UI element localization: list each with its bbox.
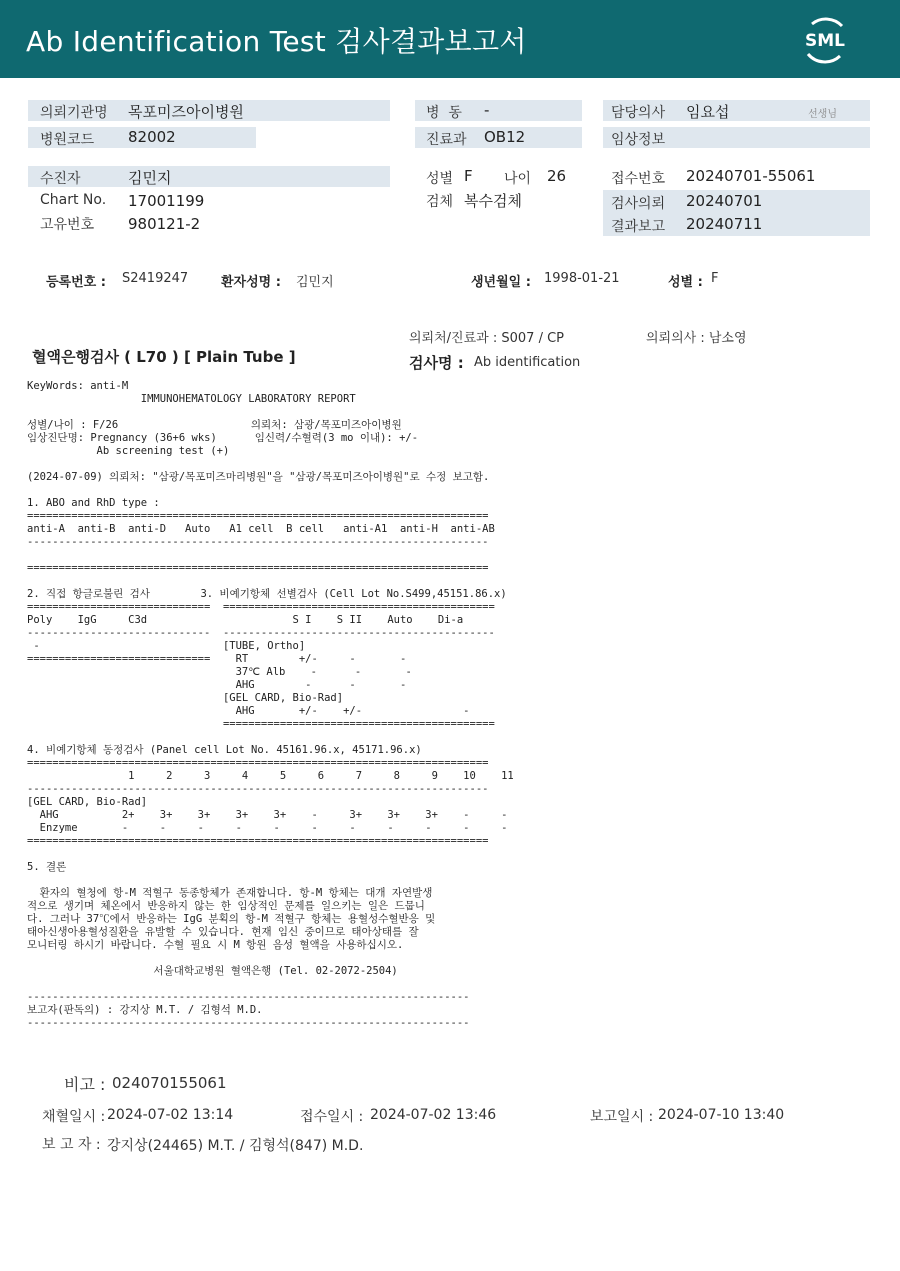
report-line <box>27 874 587 887</box>
report-line: ------------------------------------------------------------------------- <box>27 783 489 795</box>
report-line: ============================= =========================================== <box>27 601 495 613</box>
name-label: 환자성명 : <box>221 275 281 290</box>
test-title: 혈액은행검사 ( L70 ) [ Plain Tube ] <box>32 348 296 366</box>
report-line: ========================================================================= <box>27 510 489 522</box>
report-line: anti-A anti-B anti-D Auto A1 cell B cell anti-A1 anti-H anti-AB <box>27 523 495 535</box>
specimen-value: 복수검체 <box>464 192 522 210</box>
id-label: 고유번호 <box>40 217 95 233</box>
code-label: 병원코드 <box>40 132 95 148</box>
report-line <box>27 484 587 497</box>
report-line: 태아신생아용혈성질환을 유발할 수 있습니다. 현재 임신 중이므로 태아상태를 잘 <box>27 926 419 938</box>
report-time-value: 2024-07-10 13:40 <box>658 1107 785 1123</box>
reporter-value: 강지상(24465) M.T. / 김형석(847) M.D. <box>107 1138 364 1154</box>
report-line: 4. 비예기항체 동정검사 (Panel cell Lot No. 45161.96.x, 45171.96.x) <box>27 744 422 756</box>
report-line <box>27 406 587 419</box>
report-line: 1 2 3 4 5 6 7 8 9 10 11 <box>27 770 514 782</box>
report-line: =========================================== <box>27 718 495 730</box>
request-label: 검사의뢰 <box>611 196 666 212</box>
report-line: [GEL CARD, Bio-Rad] <box>27 796 148 808</box>
receive-value: 2024-07-02 13:46 <box>370 1107 497 1123</box>
report-line: ========================================================================= <box>27 835 489 847</box>
report-line: ========================================================================= <box>27 562 489 574</box>
sex-value: F <box>464 167 473 185</box>
report-line <box>27 549 587 562</box>
reporter-label: 보 고 자 : <box>42 1137 101 1153</box>
report-line: IMMUNOHEMATOLOGY LABORATORY REPORT <box>27 393 356 405</box>
report-line: Ab screening test (+) <box>27 445 230 457</box>
reg-sex-value: F <box>711 271 719 286</box>
report-line: 적으로 생기며 체온에서 반응하지 않는 한 임상적인 문제를 일으키는 일은 드뭅니 <box>27 900 425 912</box>
dept-label: 진료과 <box>426 132 467 148</box>
report-line: 환자의 혈청에 항-M 적혈구 동종항체가 존재합니다. 항-M 항체는 대개 자연발생 <box>27 887 433 899</box>
reg-value: S2419247 <box>122 271 189 286</box>
collect-label: 채혈일시 : <box>42 1109 106 1125</box>
report-line: ---------------------------------------------------------------------- <box>27 1017 470 1029</box>
report-line <box>27 952 587 965</box>
report-line <box>27 458 587 471</box>
receipt-value: 20240701-55061 <box>686 167 816 185</box>
reg-label: 등록번호 : <box>46 275 106 290</box>
report-line: ---------------------------------------------------------------------- <box>27 991 470 1003</box>
hospital-value: 목포미즈아이병원 <box>128 103 244 121</box>
sml-logo <box>800 14 850 64</box>
report-header <box>0 0 900 78</box>
report-time-label: 보고일시 : <box>590 1109 654 1125</box>
chart-value: 17001199 <box>128 192 205 210</box>
age-value: 26 <box>547 167 567 185</box>
report-line <box>27 731 587 744</box>
sex-label: 성별 <box>426 171 454 187</box>
report-line: ------------------------------------------------------------------------- <box>27 536 489 548</box>
ward-label: 병 동 <box>426 105 462 121</box>
report-line: AHG +/- +/- - <box>27 705 470 717</box>
doctor-label: 담당의사 <box>611 105 666 121</box>
id-value: 980121-2 <box>128 215 201 233</box>
dob-value: 1998-01-21 <box>544 271 620 286</box>
report-line: (2024-07-09) 의뢰처: "삼광/목포미즈마리병원"을 "삼광/목포미즈아이병원"로 수정 보고함. <box>27 471 490 483</box>
dept-value: OB12 <box>484 128 526 146</box>
report-line: 5. 결론 <box>27 861 67 873</box>
request-value: 20240701 <box>686 192 763 210</box>
age-label: 나이 <box>504 171 532 187</box>
report-line: Enzyme - - - - - - - - - - - <box>27 822 508 834</box>
patient-value: 김민지 <box>128 169 172 187</box>
report-line: ----------------------------- ------------------------------------------- <box>27 627 495 639</box>
note-value: 024070155061 <box>112 1074 227 1092</box>
report-line: - [TUBE, Ortho] <box>27 640 306 652</box>
report-date-label: 결과보고 <box>611 219 666 235</box>
svg-text:SML: SML <box>805 31 845 51</box>
report-line: 다. 그러나 37℃에서 반응하는 IgG 분획의 항-M 적혈구 항체는 용혈성수혈반응 및 <box>27 913 436 925</box>
report-line: 서울대학교병원 혈액은행 (Tel. 02-2072-2504) <box>27 965 398 977</box>
report-line: AHG - - - <box>27 679 407 691</box>
report-line: 모니터링 하시기 바랍니다. 수혈 필요 시 M 항원 음성 혈액을 사용하십시오. <box>27 939 404 951</box>
origin: 의뢰처/진료과 : S007 / CP <box>409 331 564 346</box>
receive-label: 접수일시 : <box>300 1109 364 1125</box>
patient-label: 수진자 <box>40 171 81 187</box>
dob-label: 생년월일 : <box>471 275 531 290</box>
report-line: ========================================================================= <box>27 757 489 769</box>
note-label: 비고 : <box>64 1075 106 1094</box>
report-title: Ab Identification Test 검사결과보고서 <box>26 25 527 58</box>
ward-value: - <box>484 101 490 119</box>
report-line: KeyWords: anti-M <box>27 380 129 392</box>
report-body <box>27 380 587 1030</box>
report-line: 2. 직접 항글로불린 검사 3. 비예기항체 선별검사 (Cell Lot No.S499,45151.86.x) <box>27 588 507 600</box>
report-line: 1. ABO and RhD type : <box>27 497 160 509</box>
report-line: Poly IgG C3d S I S II Auto Di-a <box>27 614 464 626</box>
report-line <box>27 978 587 991</box>
reg-sex-label: 성별 : <box>668 275 703 290</box>
chart-label: Chart No. <box>40 192 107 208</box>
doctor-value: 임요섭 <box>686 103 730 121</box>
hospital-label: 의뢰기관명 <box>40 105 108 121</box>
report-line: 성별/나이 : F/26 의뢰처: 삼광/목포미즈아이병원 <box>27 419 402 431</box>
report-date-value: 20240711 <box>686 215 763 233</box>
collect-value: 2024-07-02 13:14 <box>107 1107 234 1123</box>
specimen-label: 검체 <box>426 194 454 210</box>
report-line: 37℃ Alb - - - <box>27 666 412 678</box>
name-value: 김민지 <box>296 275 334 290</box>
test-name-label: 검사명 : <box>409 354 464 372</box>
test-name-value: Ab identification <box>474 355 581 370</box>
report-line <box>27 848 587 861</box>
report-line: 보고자(판독의) : 강지상 M.T. / 김형석 M.D. <box>27 1004 263 1016</box>
report-line: [GEL CARD, Bio-Rad] <box>27 692 344 704</box>
band <box>28 166 390 187</box>
report-line: 임상진단명: Pregnancy (36+6 wks) 임신력/수혈력(3 mo 이내): +/- <box>27 432 419 444</box>
requesting-doctor: 의뢰의사 : 남소영 <box>646 331 747 346</box>
doctor-suffix: 선생님 <box>808 109 837 120</box>
clinical-label: 임상정보 <box>611 132 666 148</box>
report-line: AHG 2+ 3+ 3+ 3+ 3+ - 3+ 3+ 3+ - - <box>27 809 508 821</box>
receipt-label: 접수번호 <box>611 171 666 187</box>
report-line <box>27 575 587 588</box>
report-line: ============================= RT +/- - - <box>27 653 407 665</box>
code-value: 82002 <box>128 128 176 146</box>
